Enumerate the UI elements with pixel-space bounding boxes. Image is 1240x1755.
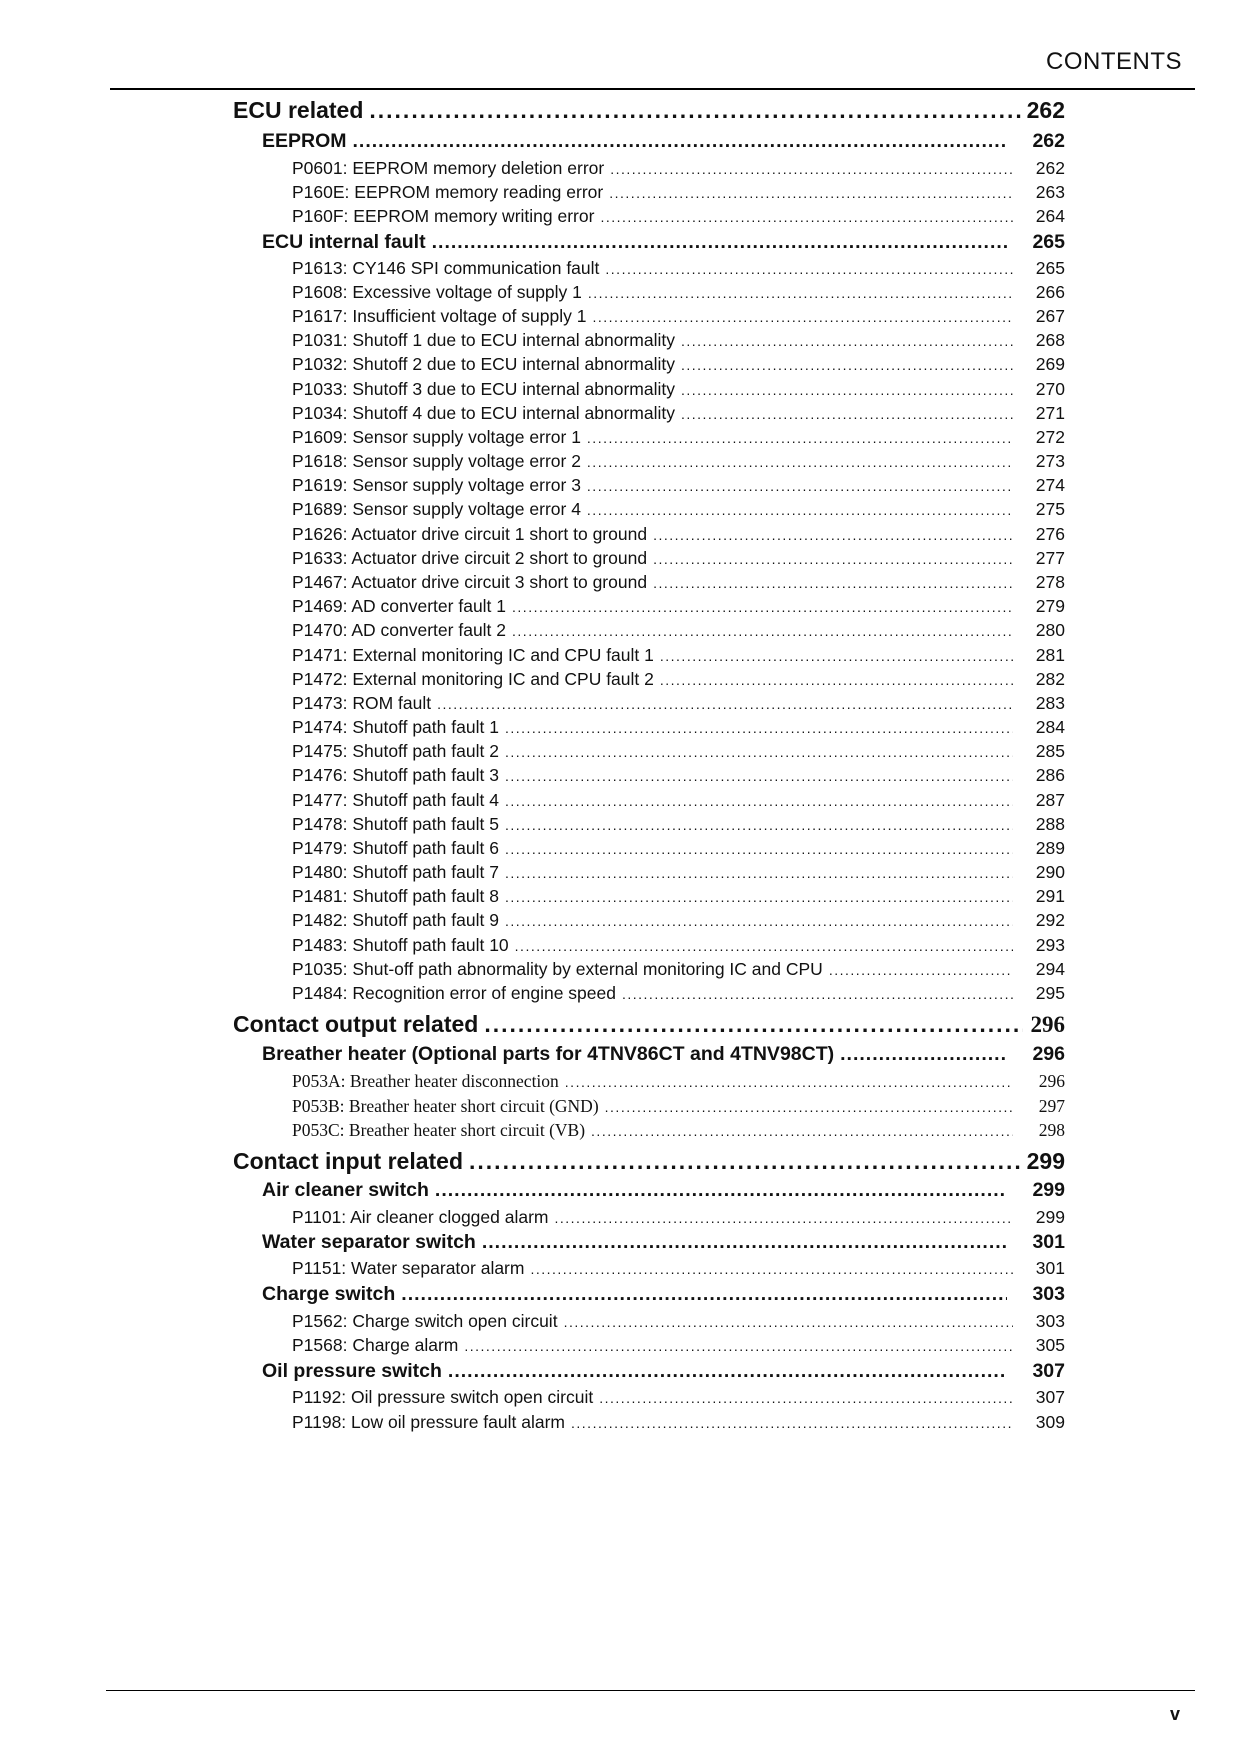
toc-entry-level-2[interactable] <box>262 1231 1065 1254</box>
toc-entry-title: P1031: Shutoff 1 due to ECU internal abnormality <box>292 330 675 350</box>
toc-entry-page: 276 <box>1035 524 1065 544</box>
toc-leader-dots <box>587 454 1013 470</box>
toc-leader-dots <box>681 333 1013 349</box>
toc-leader-dots <box>571 1415 1013 1431</box>
toc-entry-level-2[interactable] <box>262 1360 1065 1383</box>
toc-entry-title: P053C: Breather heater short circuit (VB) <box>292 1120 586 1140</box>
toc-entry-title: P1483: Shutoff path fault 10 <box>292 935 509 955</box>
toc-entry-page: 286 <box>1035 765 1065 785</box>
toc-leader-dots <box>555 1210 1014 1226</box>
toc-leader-dots <box>605 1099 1013 1115</box>
toc-entry-page: 301 <box>1035 1258 1065 1278</box>
toc-entry-title: EEPROM <box>262 130 347 152</box>
toc-entry-level-3[interactable] <box>292 1071 1065 1092</box>
toc-entry-page: 263 <box>1035 182 1065 202</box>
toc-entry-page: 296 <box>1030 1012 1065 1037</box>
toc-leader-dots <box>482 1231 1007 1254</box>
toc-entry-page: 270 <box>1035 379 1065 399</box>
toc-entry-title: P1477: Shutoff path fault 4 <box>292 790 499 810</box>
toc-leader-dots <box>565 1074 1013 1090</box>
toc-entry-level-3[interactable] <box>292 1311 1065 1332</box>
toc-entry-title: P1472: External monitoring IC and CPU fault 2 <box>292 669 654 689</box>
toc-entry-level-3[interactable] <box>292 1120 1065 1141</box>
toc-entry-level-3[interactable] <box>292 983 1065 1004</box>
toc-entry-title: P1035: Shut-off path abnormality by external monitoring IC and CPU <box>292 959 823 979</box>
toc-entry-page: 279 <box>1035 596 1065 616</box>
toc-entry-title: P053B: Breather heater short circuit (GND) <box>292 1096 599 1116</box>
toc-entry-title: Water separator switch <box>262 1231 476 1253</box>
toc-leader-dots <box>505 913 1013 929</box>
toc-entry-page: 280 <box>1035 620 1065 640</box>
toc-entry-page: 272 <box>1035 427 1065 447</box>
toc-entry-title: P1633: Actuator drive circuit 2 short to ground <box>292 548 648 568</box>
toc-entry-title: P160E: EEPROM memory reading error <box>292 182 604 202</box>
toc-leader-dots <box>564 1314 1013 1330</box>
toc-entry-level-1[interactable] <box>233 97 1065 124</box>
toc-entry-page: 262 <box>1026 97 1065 123</box>
toc-entry-title: P1476: Shutoff path fault 3 <box>292 765 499 785</box>
toc-entry-title: Contact input related <box>233 1148 464 1174</box>
toc-entry-title: P1474: Shutoff path fault 1 <box>292 717 499 737</box>
toc-leader-dots <box>432 231 1007 254</box>
toc-entry-title: P1198: Low oil pressure fault alarm <box>292 1412 566 1432</box>
toc-entry-page: 269 <box>1035 354 1065 374</box>
toc-entry-title: P1618: Sensor supply voltage error 2 <box>292 451 581 471</box>
toc-entry-title: P1626: Actuator drive circuit 1 short to ground <box>292 524 648 544</box>
toc-entry-level-3[interactable] <box>292 572 1065 593</box>
toc-leader-dots <box>587 430 1013 446</box>
toc-entry-level-3[interactable] <box>292 330 1065 351</box>
toc-entry-level-3[interactable] <box>292 379 1065 400</box>
toc-leader-dots <box>587 502 1013 518</box>
toc-entry-level-3[interactable] <box>292 475 1065 496</box>
toc-entry-level-3[interactable] <box>292 1096 1065 1117</box>
toc-entry-title: P1033: Shutoff 3 due to ECU internal abnormality <box>292 379 675 399</box>
toc-entry-level-3[interactable] <box>292 910 1065 931</box>
toc-leader-dots <box>505 744 1013 760</box>
toc-entry-page: 299 <box>1026 1148 1065 1174</box>
toc-entry-title: P1032: Shutoff 2 due to ECU internal abnormality <box>292 354 675 374</box>
toc-leader-dots <box>592 309 1013 325</box>
header-divider <box>110 88 1195 90</box>
toc-entry-level-3[interactable] <box>292 886 1065 907</box>
toc-leader-dots <box>605 261 1013 277</box>
toc-entry-level-2[interactable] <box>262 231 1065 254</box>
toc-leader-dots <box>401 1283 1007 1306</box>
toc-entry-level-3[interactable] <box>292 206 1065 227</box>
toc-entry-page: 287 <box>1035 790 1065 810</box>
toc-entry-level-3[interactable] <box>292 451 1065 472</box>
toc-leader-dots <box>505 720 1013 736</box>
toc-entry-page: 303 <box>1035 1311 1065 1331</box>
toc-entry-page: 307 <box>1032 1360 1065 1382</box>
toc-entry-title: P1562: Charge switch open circuit <box>292 1311 558 1331</box>
toc-entry-page: 282 <box>1035 669 1065 689</box>
toc-entry-level-3[interactable] <box>292 862 1065 883</box>
toc-entry-title: P0601: EEPROM memory deletion error <box>292 158 605 178</box>
toc-entry-level-3[interactable] <box>292 741 1065 762</box>
toc-entry-level-3[interactable] <box>292 790 1065 811</box>
toc-entry-level-3[interactable] <box>292 282 1065 303</box>
toc-entry-title: P1478: Shutoff path fault 5 <box>292 814 499 834</box>
toc-entry-level-3[interactable] <box>292 1335 1065 1356</box>
toc-leader-dots <box>653 575 1013 591</box>
toc-leader-dots <box>610 161 1013 177</box>
toc-entry-page: 264 <box>1035 206 1065 226</box>
page-header-title: CONTENTS <box>1046 48 1182 75</box>
toc-entry-level-3[interactable] <box>292 427 1065 448</box>
toc-entry-page: 275 <box>1035 499 1065 519</box>
toc-leader-dots <box>448 1360 1007 1383</box>
toc-entry-page: 291 <box>1035 886 1065 906</box>
toc-entry-title: P1568: Charge alarm <box>292 1335 459 1355</box>
toc-entry-level-2[interactable] <box>262 130 1065 153</box>
toc-entry-page: 299 <box>1035 1207 1065 1227</box>
toc-leader-dots <box>505 793 1013 809</box>
toc-entry-title: ECU related <box>233 97 364 123</box>
toc-entry-level-3[interactable] <box>292 717 1065 738</box>
toc-leader-dots <box>437 696 1013 712</box>
toc-leader-dots <box>512 599 1013 615</box>
toc-entry-level-3[interactable] <box>292 548 1065 569</box>
toc-entry-page: 265 <box>1035 258 1065 278</box>
toc-entry-title: ECU internal fault <box>262 231 426 253</box>
toc-entry-title: Breather heater (Optional parts for 4TNV86CT and 4TNV98CT) <box>262 1043 835 1065</box>
toc-entry-level-3[interactable] <box>292 499 1065 520</box>
toc-entry-title: Oil pressure switch <box>262 1360 442 1382</box>
toc-entry-title: Air cleaner switch <box>262 1179 429 1201</box>
toc-leader-dots <box>505 768 1013 784</box>
toc-entry-title: P1469: AD converter fault 1 <box>292 596 507 616</box>
toc-entry-title: P1467: Actuator drive circuit 3 short to ground <box>292 572 648 592</box>
toc-leader-dots <box>515 938 1013 954</box>
toc-leader-dots <box>369 97 1020 124</box>
toc-entry-level-3[interactable] <box>292 524 1065 545</box>
toc-leader-dots <box>660 672 1013 688</box>
toc-entry-page: 274 <box>1035 475 1065 495</box>
toc-leader-dots <box>530 1261 1013 1277</box>
toc-leader-dots <box>653 527 1013 543</box>
toc-entry-page: 307 <box>1035 1387 1065 1407</box>
toc-entry-level-3[interactable] <box>292 620 1065 641</box>
toc-entry-level-1[interactable] <box>233 1011 1065 1038</box>
toc-entry-page: 293 <box>1035 935 1065 955</box>
footer-divider <box>106 1690 1195 1691</box>
toc-entry-title: P1609: Sensor supply voltage error 1 <box>292 427 581 447</box>
toc-entry-level-3[interactable] <box>292 596 1065 617</box>
toc-entry-page: 284 <box>1035 717 1065 737</box>
toc-entry-title: P1619: Sensor supply voltage error 3 <box>292 475 581 495</box>
toc-leader-dots <box>681 357 1013 373</box>
toc-entry-level-3[interactable] <box>292 403 1065 424</box>
toc-entry-page: 262 <box>1032 130 1065 152</box>
toc-entry-page: 299 <box>1032 1179 1065 1201</box>
toc-leader-dots <box>609 185 1013 201</box>
toc-entry-level-2[interactable] <box>262 1283 1065 1306</box>
toc-entry-page: 290 <box>1035 862 1065 882</box>
toc-entry-title: Contact output related <box>233 1011 479 1037</box>
toc-entry-page: 277 <box>1035 548 1065 568</box>
toc-leader-dots <box>512 623 1013 639</box>
toc-entry-title: P1617: Insufficient voltage of supply 1 <box>292 306 587 326</box>
toc-leader-dots <box>505 841 1013 857</box>
toc-entry-page: 262 <box>1035 158 1065 178</box>
toc-entry-title: P1470: AD converter fault 2 <box>292 620 507 640</box>
toc-entry-level-2[interactable] <box>262 1043 1065 1066</box>
toc-entry-title: P1192: Oil pressure switch open circuit <box>292 1387 594 1407</box>
toc-entry-level-3[interactable] <box>292 669 1065 690</box>
toc-entry-page: 285 <box>1035 741 1065 761</box>
toc-leader-dots <box>353 130 1007 153</box>
toc-entry-page: 296 <box>1038 1071 1065 1091</box>
toc-entry-page: 294 <box>1035 959 1065 979</box>
toc-entry-title: P1473: ROM fault <box>292 693 432 713</box>
toc-entry-page: 273 <box>1035 451 1065 471</box>
toc-entry-level-3[interactable] <box>292 1412 1065 1433</box>
toc-entry-page: 265 <box>1032 231 1065 253</box>
toc-entry-page: 292 <box>1035 910 1065 930</box>
toc-entry-level-3[interactable] <box>292 1207 1065 1228</box>
toc-entry-level-3[interactable] <box>292 959 1065 980</box>
toc-entry-title: P1101: Air cleaner clogged alarm <box>292 1207 549 1227</box>
toc-entry-level-3[interactable] <box>292 306 1065 327</box>
toc-entry-level-3[interactable] <box>292 693 1065 714</box>
toc-entry-page: 303 <box>1032 1283 1065 1305</box>
toc-leader-dots <box>829 962 1013 978</box>
toc-entry-level-3[interactable] <box>292 838 1065 859</box>
toc-entry-title: P1034: Shutoff 4 due to ECU internal abnormality <box>292 403 675 423</box>
toc-entry-page: 295 <box>1035 983 1065 1003</box>
toc-entry-page: 288 <box>1035 814 1065 834</box>
toc-entry-level-3[interactable] <box>292 765 1065 786</box>
page-number: v <box>1169 1704 1180 1724</box>
toc-entry-title: P1480: Shutoff path fault 7 <box>292 862 499 882</box>
toc-entry-title: P053A: Breather heater disconnection <box>292 1071 559 1091</box>
toc-leader-dots <box>469 1148 1021 1175</box>
toc-entry-title: P1689: Sensor supply voltage error 4 <box>292 499 581 519</box>
toc-entry-title: P1481: Shutoff path fault 8 <box>292 886 499 906</box>
toc-leader-dots <box>840 1043 1007 1066</box>
toc-leader-dots <box>622 986 1013 1002</box>
toc-leader-dots <box>588 285 1013 301</box>
toc-leader-dots <box>681 406 1013 422</box>
toc-entry-page: 281 <box>1035 645 1065 665</box>
toc-entry-level-2[interactable] <box>262 1179 1065 1202</box>
toc-entry-level-3[interactable] <box>292 935 1065 956</box>
toc-entry-title: P1471: External monitoring IC and CPU fault 1 <box>292 645 654 665</box>
toc-entry-level-3[interactable] <box>292 158 1065 179</box>
toc-leader-dots <box>599 1390 1013 1406</box>
toc-leader-dots <box>591 1123 1013 1139</box>
toc-entry-page: 297 <box>1038 1096 1065 1116</box>
toc-entry-title: P1151: Water separator alarm <box>292 1258 525 1278</box>
toc-entry-page: 268 <box>1035 330 1065 350</box>
toc-leader-dots <box>505 865 1013 881</box>
toc-entry-level-3[interactable] <box>292 354 1065 375</box>
toc-leader-dots <box>681 382 1013 398</box>
toc-entry-page: 298 <box>1038 1120 1065 1140</box>
toc-leader-dots <box>464 1338 1013 1354</box>
toc-entry-page: 278 <box>1035 572 1065 592</box>
toc-entry-title: P1479: Shutoff path fault 6 <box>292 838 499 858</box>
toc-leader-dots <box>505 889 1013 905</box>
toc-entry-page: 271 <box>1035 403 1065 423</box>
toc-entry-level-3[interactable] <box>292 1387 1065 1408</box>
toc-entry-title: P160F: EEPROM memory writing error <box>292 206 595 226</box>
toc-leader-dots <box>660 648 1013 664</box>
toc-leader-dots <box>484 1011 1023 1038</box>
toc-entry-title: P1613: CY146 SPI communication fault <box>292 258 600 278</box>
toc-entry-level-3[interactable] <box>292 1258 1065 1279</box>
toc-entry-page: 309 <box>1035 1412 1065 1432</box>
toc-entry-page: 296 <box>1032 1043 1065 1065</box>
toc-entry-page: 283 <box>1035 693 1065 713</box>
toc-entry-page: 267 <box>1035 306 1065 326</box>
toc-entry-title: P1475: Shutoff path fault 2 <box>292 741 499 761</box>
toc-entry-level-1[interactable] <box>233 1148 1065 1175</box>
toc-leader-dots <box>653 551 1013 567</box>
toc-entry-title: P1608: Excessive voltage of supply 1 <box>292 282 582 302</box>
toc-leader-dots <box>505 817 1013 833</box>
toc-entry-title: Charge switch <box>262 1283 396 1305</box>
toc-leader-dots <box>587 478 1013 494</box>
toc-entry-page: 305 <box>1035 1335 1065 1355</box>
toc-entry-level-3[interactable] <box>292 182 1065 203</box>
toc-entry-title: P1484: Recognition error of engine speed <box>292 983 616 1003</box>
toc-entry-level-3[interactable] <box>292 814 1065 835</box>
toc-entry-page: 289 <box>1035 838 1065 858</box>
toc-leader-dots <box>600 209 1013 225</box>
toc-entry-level-3[interactable] <box>292 645 1065 666</box>
toc-entry-page: 301 <box>1032 1231 1065 1253</box>
toc-entry-page: 266 <box>1035 282 1065 302</box>
toc-entry-level-3[interactable] <box>292 258 1065 279</box>
toc-entry-title: P1482: Shutoff path fault 9 <box>292 910 499 930</box>
toc-leader-dots <box>435 1179 1007 1202</box>
